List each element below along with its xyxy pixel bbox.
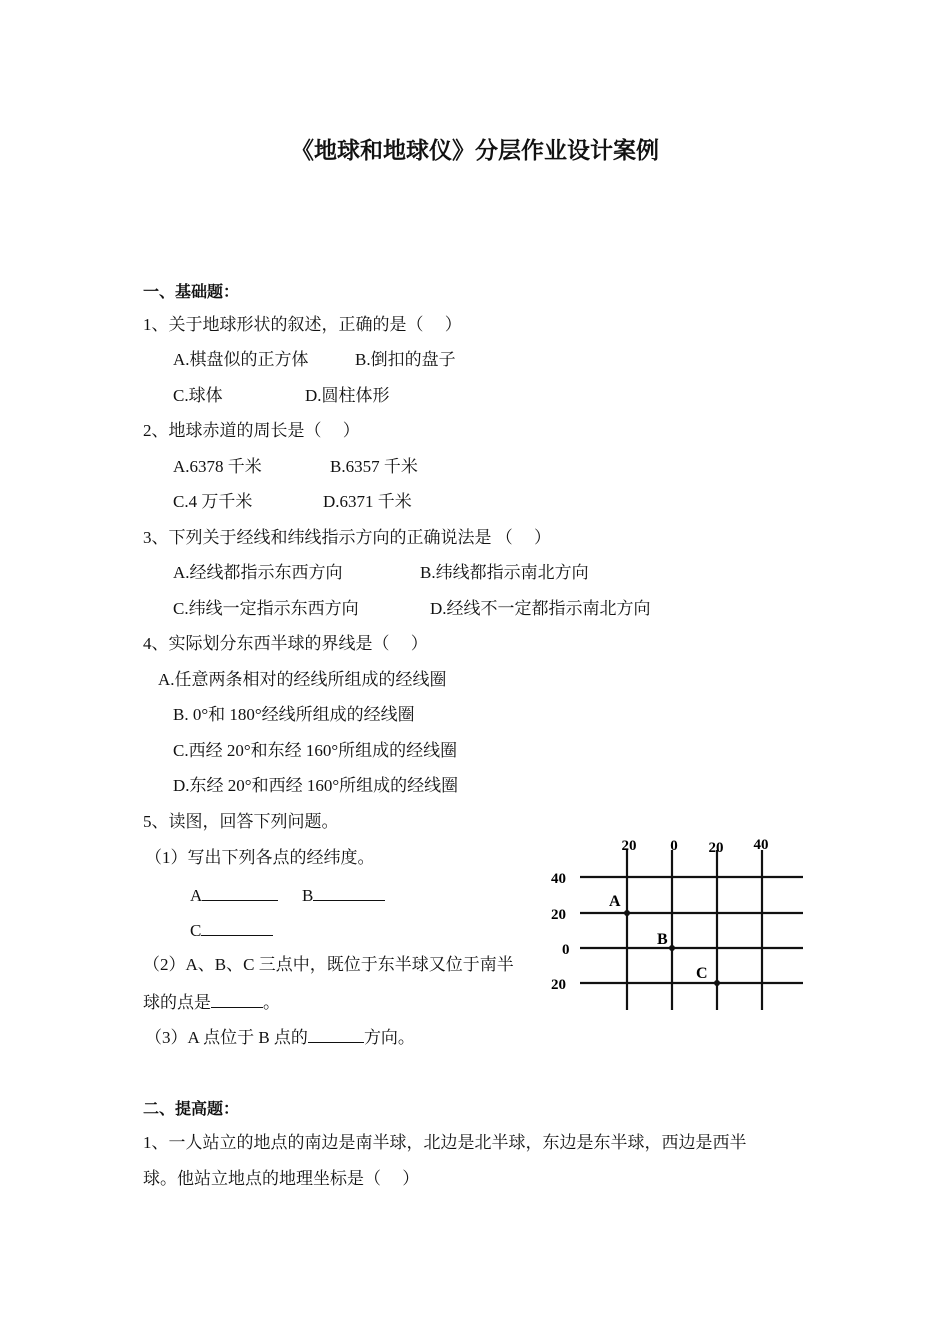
answer-blank-b[interactable] xyxy=(313,883,385,901)
q5-part2-line1: （2）A、B、C 三点中，既位于东半球又位于南半 xyxy=(143,955,514,974)
lon-label-2: 0 xyxy=(670,838,678,854)
section-heading-basic: 一、基础题： xyxy=(143,282,240,301)
q5-part3-prefix: （3）A 点位于 B 点的 xyxy=(145,1028,308,1047)
q3-option-c: C.纬线一定指示东西方向 xyxy=(173,599,359,618)
point-a xyxy=(624,910,630,916)
lat-label-4: 20 xyxy=(551,977,566,993)
point-a-label: A xyxy=(609,893,621,910)
q5-part2-prefix: 球的点是 xyxy=(143,993,211,1012)
q5-answer-a xyxy=(190,883,278,907)
point-b-label: B xyxy=(657,931,668,948)
q2-option-b: B.6357 千米 xyxy=(330,457,418,476)
lat-label-1: 40 xyxy=(551,871,566,887)
q2-option-a: A.6378 千米 xyxy=(173,457,262,476)
q1-option-b: B.倒扣的盘子 xyxy=(355,350,456,369)
q3-option-a: A.经线都指示东西方向 xyxy=(173,563,343,582)
q3-option-d: D.经线不一定都指示南北方向 xyxy=(430,599,651,618)
point-c-label: C xyxy=(696,965,708,982)
adv-q1-line2: 球。他站立地点的地理坐标是（ ） xyxy=(143,1169,420,1188)
q4-option-c: C.西经 20°和东经 160°所组成的经线圈 xyxy=(173,741,458,760)
q5-part2-suffix: 。 xyxy=(263,993,280,1012)
section-heading-advanced: 二、提高题： xyxy=(143,1099,240,1118)
lon-label-4: 40 xyxy=(753,837,769,853)
q4-option-a: A.任意两条相对的经线所组成的经线圈 xyxy=(158,670,447,689)
lon-label-3: 20 xyxy=(708,840,724,856)
answer-blank-part3[interactable] xyxy=(308,1025,364,1043)
q5-part3 xyxy=(145,1025,415,1049)
q5-answer-b xyxy=(302,883,385,907)
q2-option-d: D.6371 千米 xyxy=(323,492,412,511)
lat-label-2: 20 xyxy=(551,907,566,923)
page-title: 《地球和地球仪》分层作业设计案例 xyxy=(291,138,659,164)
q4-option-d: D.东经 20°和西经 160°所组成的经线圈 xyxy=(173,776,459,795)
lon-label-1: 20 xyxy=(621,838,637,854)
q5-part3-suffix: 方向。 xyxy=(363,1028,415,1047)
q1-option-c: C.球体 xyxy=(173,386,223,405)
answer-blank-a[interactable] xyxy=(202,883,278,901)
point-c xyxy=(714,980,720,986)
q5-answer-c xyxy=(190,918,273,942)
adv-q1-line1: 1、一人站立的地点的南边是南半球，北边是北半球，东边是东半球，西边是西半 xyxy=(143,1133,747,1152)
q3-option-b: B.纬线都指示南北方向 xyxy=(420,563,589,582)
answer-label-c: C xyxy=(190,921,202,940)
q3-stem: 3、下列关于经线和纬线指示方向的正确说法是 （ ） xyxy=(143,528,551,547)
q5-part1: （1）写出下列各点的经纬度。 xyxy=(145,848,375,867)
q2-stem: 2、地球赤道的周长是（ ） xyxy=(143,421,360,440)
q1-stem: 1、关于地球形状的叙述，正确的是（ ） xyxy=(143,315,462,334)
q1-option-d: D.圆柱体形 xyxy=(305,386,390,405)
lat-lon-grid-figure xyxy=(545,828,810,1013)
q1-option-a: A.棋盘似的正方体 xyxy=(173,350,309,369)
answer-blank-part2[interactable] xyxy=(211,990,263,1008)
q4-option-b: B. 0°和 180°经线所组成的经线圈 xyxy=(173,705,415,724)
q4-stem: 4、实际划分东西半球的界线是（ ） xyxy=(143,634,428,653)
q5-stem: 5、读图，回答下列问题。 xyxy=(143,812,339,831)
lat-label-3: 0 xyxy=(562,942,570,958)
answer-blank-c[interactable] xyxy=(201,918,273,936)
answer-label-b: B xyxy=(302,886,314,905)
answer-label-a: A xyxy=(190,886,203,905)
q2-option-c: C.4 万千米 xyxy=(173,492,253,511)
q5-part2-line2 xyxy=(143,990,280,1014)
point-b xyxy=(669,945,675,951)
